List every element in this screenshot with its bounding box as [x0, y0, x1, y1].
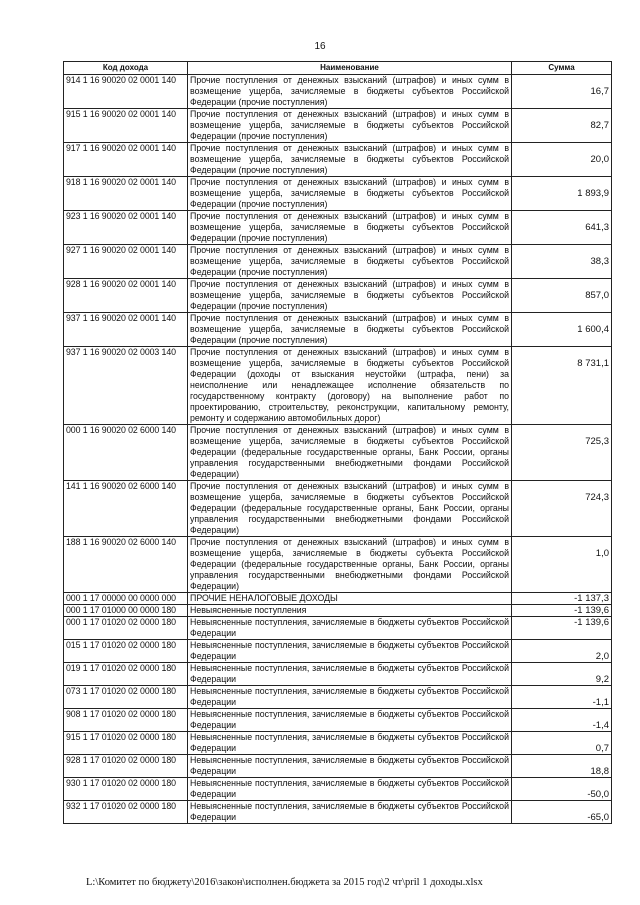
- header-name: Наименование: [188, 62, 512, 75]
- revenue-name-cell: Прочие поступления от денежных взысканий (штрафов) и иных сумм в возмещение ущерба, зачисляемые в бюджеты субъектов Российской Федерации (прочие поступления): [188, 279, 512, 313]
- revenue-name-cell: Невыясненные поступления, зачисляемые в бюджеты субъектов Российской Федерации: [188, 686, 512, 709]
- table-row: [64, 617, 612, 640]
- table-header-row: [64, 62, 612, 75]
- sum-cell: [512, 245, 612, 279]
- sum-value: 38,3: [590, 256, 609, 267]
- table-row: [64, 245, 612, 279]
- table-row: [64, 732, 612, 755]
- table-row: [64, 755, 612, 778]
- revenue-name-cell: Прочие поступления от денежных взысканий (штрафов) и иных сумм в возмещение ущерба, зачисляемые в бюджеты субъектов Российской Федерации (прочие поступления): [188, 143, 512, 177]
- table-row: [64, 347, 612, 425]
- table-row: [64, 279, 612, 313]
- sum-cell: [512, 347, 612, 425]
- revenue-name-cell: Невыясненные поступления, зачисляемые в бюджеты субъектов Российской Федерации: [188, 778, 512, 801]
- sum-cell: [512, 778, 612, 801]
- sum-value: 1,0: [595, 548, 609, 559]
- sum-value: -65,0: [587, 812, 609, 823]
- revenue-code-cell: 000 1 17 01000 00 0000 180: [64, 605, 188, 617]
- table-row: [64, 663, 612, 686]
- revenue-name-cell: Невыясненные поступления, зачисляемые в бюджеты субъектов Российской Федерации: [188, 640, 512, 663]
- sum-value: 8 731,1: [577, 358, 609, 369]
- revenue-code-cell: 923 1 16 90020 02 0001 140: [64, 211, 188, 245]
- revenue-table: [63, 61, 612, 824]
- revenue-name-cell: Прочие поступления от денежных взысканий (штрафов) и иных сумм в возмещение ущерба, зачисляемые в бюджеты субъектов Российской Федерации (прочие поступления): [188, 245, 512, 279]
- revenue-name-cell: Невыясненные поступления, зачисляемые в бюджеты субъектов Российской Федерации: [188, 663, 512, 686]
- table-row: [64, 640, 612, 663]
- table-row: [64, 481, 612, 537]
- revenue-name-cell: Невыясненные поступления, зачисляемые в бюджеты субъектов Российской Федерации: [188, 617, 512, 640]
- revenue-code-cell: 937 1 16 90020 02 0003 140: [64, 347, 188, 425]
- revenue-name-cell: Прочие поступления от денежных взысканий (штрафов) и иных сумм в возмещение ущерба, зачисляемые в бюджеты субъектов Российской Федерации (федеральные государственные органы, Банк России, органы управления государственными внебюджетными фондами Российской Федерации): [188, 425, 512, 481]
- revenue-code-cell: 000 1 17 00000 00 0000 000: [64, 593, 188, 605]
- sum-cell: [512, 617, 612, 640]
- sum-cell: [512, 640, 612, 663]
- table-row: [64, 75, 612, 109]
- revenue-code-cell: 918 1 16 90020 02 0001 140: [64, 177, 188, 211]
- revenue-code-cell: 915 1 17 01020 02 0000 180: [64, 732, 188, 755]
- revenue-name-cell: Прочие поступления от денежных взысканий (штрафов) и иных сумм в возмещение ущерба, зачисляемые в бюджеты субъектов Российской Федерации (прочие поступления): [188, 75, 512, 109]
- revenue-code-cell: 141 1 16 90020 02 6000 140: [64, 481, 188, 537]
- sum-value: -1 137,3: [574, 593, 609, 604]
- revenue-name-cell: Невыясненные поступления, зачисляемые в бюджеты субъектов Российской Федерации: [188, 709, 512, 732]
- revenue-code-cell: 914 1 16 90020 02 0001 140: [64, 75, 188, 109]
- sum-cell: [512, 143, 612, 177]
- revenue-name-cell: Невыясненные поступления, зачисляемые в бюджеты субъектов Российской Федерации: [188, 732, 512, 755]
- revenue-name-cell: Невыясненные поступления, зачисляемые в бюджеты субъектов Российской Федерации: [188, 755, 512, 778]
- sum-value: 20,0: [590, 154, 609, 165]
- revenue-name-cell: Прочие поступления от денежных взысканий (штрафов) и иных сумм в возмещение ущерба, зачисляемые в бюджеты субъектов Российской Федерации (доходы от взыскания неустойки (штрафа, пени) за неисполнение или ненадлежащее исполнение обязательств по государственному контракту (договору) на выполнение работ по проектированию, строительству, реконструкции, капитальному ремонту, ремонту и содержанию автомобильных дорог): [188, 347, 512, 425]
- sum-value: 641,3: [585, 222, 609, 233]
- sum-value: 9,2: [595, 674, 609, 685]
- table-row: [64, 593, 612, 605]
- sum-cell: [512, 755, 612, 778]
- revenue-code-cell: 188 1 16 90020 02 6000 140: [64, 537, 188, 593]
- revenue-code-cell: 930 1 17 01020 02 0000 180: [64, 778, 188, 801]
- revenue-name-cell: Прочие поступления от денежных взысканий (штрафов) и иных сумм в возмещение ущерба, зачисляемые в бюджеты субъектов Российской Федерации (прочие поступления): [188, 313, 512, 347]
- table-row: [64, 801, 612, 824]
- table-row: [64, 109, 612, 143]
- table-row: [64, 778, 612, 801]
- sum-value: -1,1: [592, 697, 609, 708]
- sum-value: 1 600,4: [577, 324, 609, 335]
- revenue-code-cell: 000 1 16 90020 02 6000 140: [64, 425, 188, 481]
- revenue-code-cell: 915 1 16 90020 02 0001 140: [64, 109, 188, 143]
- header-sum: Сумма: [512, 62, 612, 75]
- table-body: [64, 75, 612, 824]
- sum-value: 18,8: [590, 766, 609, 777]
- revenue-code-cell: 000 1 17 01020 02 0000 180: [64, 617, 188, 640]
- revenue-code-cell: 908 1 17 01020 02 0000 180: [64, 709, 188, 732]
- sum-cell: [512, 425, 612, 481]
- revenue-name-cell: Прочие поступления от денежных взысканий (штрафов) и иных сумм в возмещение ущерба, зачисляемые в бюджеты субъектов Российской Федерации (прочие поступления): [188, 211, 512, 245]
- page-number: 16: [314, 41, 326, 52]
- sum-cell: [512, 279, 612, 313]
- sum-cell: [512, 177, 612, 211]
- sum-value: -1 139,6: [574, 617, 609, 628]
- sum-cell: [512, 481, 612, 537]
- sum-value: 1 893,9: [577, 188, 609, 199]
- table-row: [64, 425, 612, 481]
- sum-value: 725,3: [585, 436, 609, 447]
- sum-cell: [512, 801, 612, 824]
- revenue-name-cell: Невыясненные поступления: [188, 605, 512, 617]
- revenue-code-cell: 917 1 16 90020 02 0001 140: [64, 143, 188, 177]
- revenue-code-cell: 928 1 17 01020 02 0000 180: [64, 755, 188, 778]
- sum-cell: [512, 537, 612, 593]
- revenue-name-cell: Прочие поступления от денежных взысканий (штрафов) и иных сумм в возмещение ущерба, зачисляемые в бюджеты субъектов Российской Федерации (прочие поступления): [188, 109, 512, 143]
- sum-cell: [512, 605, 612, 617]
- sum-value: 82,7: [590, 120, 609, 131]
- sum-cell: [512, 593, 612, 605]
- table-row: [64, 686, 612, 709]
- sum-value: -50,0: [587, 789, 609, 800]
- sum-value: 16,7: [590, 86, 609, 97]
- sum-value: 857,0: [585, 290, 609, 301]
- revenue-code-cell: 927 1 16 90020 02 0001 140: [64, 245, 188, 279]
- sum-cell: [512, 732, 612, 755]
- revenue-code-cell: 015 1 17 01020 02 0000 180: [64, 640, 188, 663]
- table-row: [64, 709, 612, 732]
- sum-value: 0,7: [595, 743, 609, 754]
- sum-value: -1,4: [592, 720, 609, 731]
- sum-value: 724,3: [585, 492, 609, 503]
- table-row: [64, 177, 612, 211]
- revenue-code-cell: 073 1 17 01020 02 0000 180: [64, 686, 188, 709]
- sum-cell: [512, 75, 612, 109]
- revenue-code-cell: 932 1 17 01020 02 0000 180: [64, 801, 188, 824]
- revenue-code-cell: 937 1 16 90020 02 0001 140: [64, 313, 188, 347]
- file-path-footer: L:\Комитет по бюджету\2016\закон\исполнен.бюджета за 2015 год\2 чт\pril 1 доходы.xlsx: [86, 877, 483, 888]
- table-row: [64, 605, 612, 617]
- sum-cell: [512, 313, 612, 347]
- revenue-name-cell: Невыясненные поступления, зачисляемые в бюджеты субъектов Российской Федерации: [188, 801, 512, 824]
- revenue-name-cell: ПРОЧИЕ НЕНАЛОГОВЫЕ ДОХОДЫ: [188, 593, 512, 605]
- sum-cell: [512, 211, 612, 245]
- sum-cell: [512, 709, 612, 732]
- revenue-name-cell: Прочие поступления от денежных взысканий (штрафов) и иных сумм в возмещение ущерба, зачисляемые в бюджеты субъекта Российской Федерации (федеральные государственные органы, Банк России, органы управления государственными внебюджетными фондами Российской Федерации): [188, 537, 512, 593]
- revenue-name-cell: Прочие поступления от денежных взысканий (штрафов) и иных сумм в возмещение ущерба, зачисляемые в бюджеты субъектов Российской Федерации (федеральные государственные органы, Банк России, органы управления государственными внебюджетными фондами Российской Федерации): [188, 481, 512, 537]
- sum-cell: [512, 663, 612, 686]
- table-row: [64, 143, 612, 177]
- table-row: [64, 211, 612, 245]
- revenue-name-cell: Прочие поступления от денежных взысканий (штрафов) и иных сумм в возмещение ущерба, зачисляемые в бюджеты субъектов Российской Федерации (прочие поступления): [188, 177, 512, 211]
- table-row: [64, 313, 612, 347]
- sum-cell: [512, 686, 612, 709]
- table-row: [64, 537, 612, 593]
- header-code: Код дохода: [64, 62, 188, 75]
- sum-value: 2,0: [595, 651, 609, 662]
- revenue-code-cell: 019 1 17 01020 02 0000 180: [64, 663, 188, 686]
- sum-cell: [512, 109, 612, 143]
- sum-value: -1 139,6: [574, 605, 609, 616]
- revenue-code-cell: 928 1 16 90020 02 0001 140: [64, 279, 188, 313]
